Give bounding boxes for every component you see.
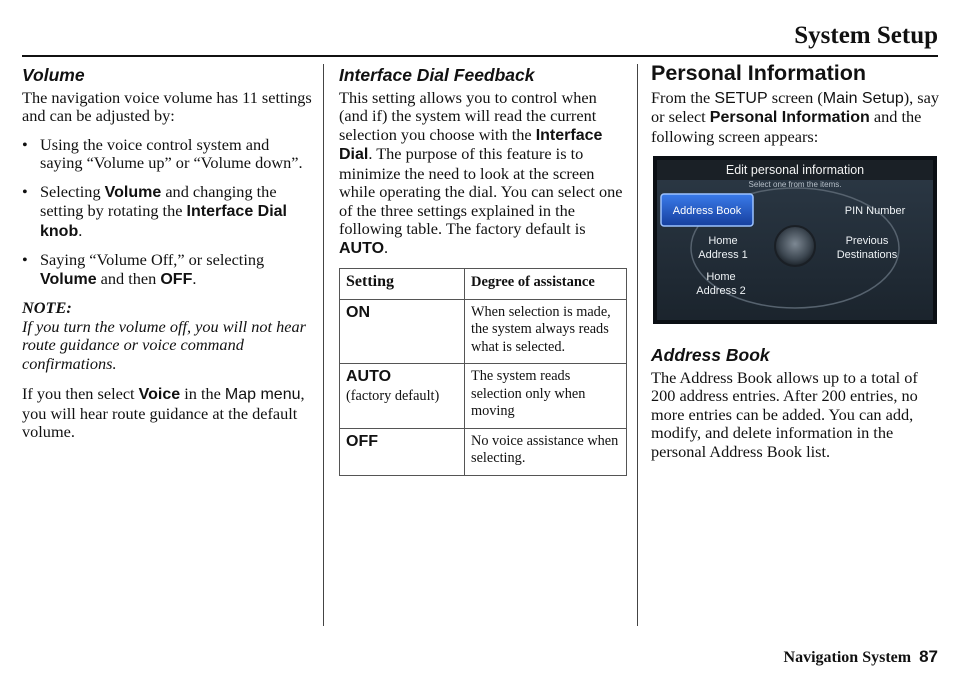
page-title: System Setup <box>794 22 938 49</box>
setting-value: AUTO <box>346 368 392 385</box>
header-degree: Degree of assistance <box>465 269 627 300</box>
header-setting: Setting <box>340 269 465 300</box>
footer-label: Navigation System <box>783 649 912 666</box>
dial-feedback-paragraph: This setting allows you to control when (and if) the system will read the current selection you choose with the Interface Dial. The purpose of this feature is to minimize the need to look at the screen while operating the dial. You can select one of the three settings explained in the following table. The factory default is AUTO. <box>339 87 623 257</box>
personal-info-paragraph: From the SETUP screen (Main Setup), say or select Personal Information and the following screen appears: <box>651 87 939 146</box>
column-personal-info <box>651 61 941 471</box>
volume-heading: Volume <box>22 65 85 85</box>
volume-intro: The navigation voice volume has 11 settings and can be adjusted by: <box>22 87 312 125</box>
screen-item-home-1-line1: Home <box>708 235 738 247</box>
note-label: NOTE: <box>22 298 72 317</box>
column-divider-1 <box>323 64 324 626</box>
screen-subtitle: Select one from the items. <box>748 180 842 189</box>
screen-item-previous-line1: Previous <box>845 235 889 247</box>
settings-table <box>339 268 627 476</box>
screen-item-previous-line2: Destinations <box>836 249 898 261</box>
screen-item-home-1-line2: Address 1 <box>698 249 748 261</box>
setting-description: The system reads selection only when moving <box>465 364 627 429</box>
screen-item-address-book: Address Book <box>672 205 742 217</box>
column-dial-feedback <box>339 64 626 476</box>
screen-title: Edit personal information <box>725 163 865 177</box>
setting-description: When selection is made, the system always reads what is selected. <box>465 299 627 364</box>
edit-personal-info-screenshot <box>653 156 937 324</box>
address-book-heading: Address Book <box>651 345 770 365</box>
personal-info-heading: Personal Information <box>651 61 867 85</box>
table-header-row <box>340 269 627 300</box>
table-row <box>340 299 627 364</box>
bullet-item: • Selecting Volume and changing the setting by rotating the Interface Dial knob. <box>22 181 287 240</box>
screen-item-home-2-line2: Address 2 <box>696 285 746 297</box>
volume-bullets <box>22 136 312 290</box>
address-book-paragraph: The Address Book allows up to a total of 200 address entries. After 200 entries, no more entries can be added. You can add, modify, and delete information in the personal Address Book list. <box>651 367 918 461</box>
title-rule <box>22 55 938 57</box>
screen-item-pin-number: PIN Number <box>844 205 906 217</box>
screen-item-home-2-line1: Home <box>706 271 736 283</box>
page-footer <box>784 647 938 667</box>
setting-value: OFF <box>346 432 378 450</box>
dial-feedback-heading: Interface Dial Feedback <box>339 65 535 85</box>
column-divider-2 <box>637 64 638 626</box>
table-row <box>340 364 627 429</box>
bullet-item: • Saying “Volume Off,” or selecting Volume and then OFF. <box>22 250 265 288</box>
page-number: 87 <box>919 647 938 666</box>
column-volume <box>22 64 312 452</box>
setting-value: ON <box>346 303 370 321</box>
bullet-item: • Using the voice control system and saying “Volume up” or “Volume down”. <box>22 134 303 172</box>
note-text: If you turn the volume off, you will not hear route guidance or voice command confirmations. <box>22 316 306 373</box>
dial-knob-icon <box>775 226 815 266</box>
volume-voice-paragraph: If you then select Voice in the Map menu, you will hear route guidance at the default volume. <box>22 384 305 441</box>
setting-sub: (factory default) <box>346 387 440 404</box>
table-row <box>340 428 627 475</box>
setting-description: No voice assistance when selecting. <box>465 428 627 475</box>
